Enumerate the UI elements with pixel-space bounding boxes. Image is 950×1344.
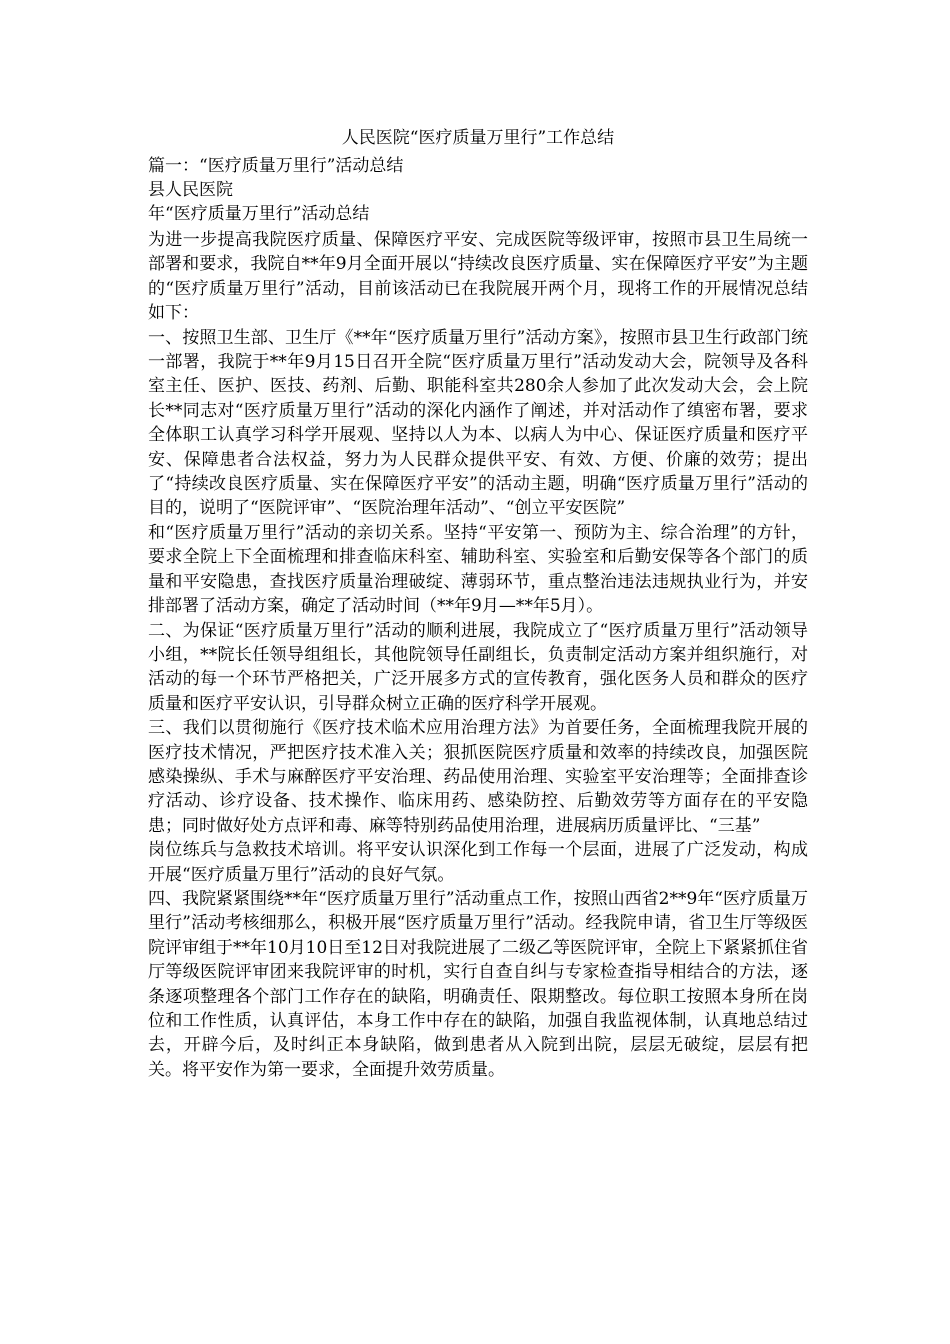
- paragraph-intro: 为进一步提高我院医疗质量、保障医疗平安、完成医院等级评审，按照市县卫生局统一部署和要求，我院自**年9月全面开展以“持续改良医疗质量、实在保障医疗平安”为主题的“医疗质量万里行”活动，目前该活动已在我院展开两个月，现将工作的开展情况总结如下：: [148, 230, 808, 324]
- paragraph-section-2: 二、为保证“医疗质量万里行”活动的顺利进展，我院成立了“医疗质量万里行”活动领导小组，**院长任领导组组长，其他院领导任副组长，负责制定活动方案并组织施行，对活动的每一个环节严格把关，广泛开展多方式的宣传教育，强化医务人员和群众的医疗质量和医疗平安认识，引导群众树立正确的医疗科学开展观。: [148, 620, 808, 714]
- organization-name: 县人民医院: [148, 180, 233, 200]
- paragraph-section-4: 四、我院紧紧围绕**年“医疗质量万里行”活动重点工作，按照山西省2**9年“医疗质量万里行”活动考核细那么，积极开展“医疗质量万里行”活动。经我院申请，省卫生厅等级医院评审组于**年10月10日至12日对我院进展了二级乙等医院评审，全院上下紧紧抓住省厅等级医院评审团来我院评审的时机，实行自查自纠与专家检查指导相结合的方法，逐条逐项整理各个部门工作存在的缺陷，明确责任、限期整改。每位职工按照本身所在岗位和工作性质，认真评估，本身工作中存在的缺陷，加强自我监视体制，认真地总结过去，开辟今后，及时纠正本身缺陷，做到患者从入院到出院，层层无破绽，层层有把关。将平安作为第一要求，全面提升效劳质量。: [148, 888, 808, 1080]
- document-subtitle: 年“医疗质量万里行”活动总结: [148, 204, 370, 224]
- part-heading: 篇一：“医疗质量万里行”活动总结: [148, 156, 404, 176]
- paragraph-section-3-cont: 岗位练兵与急救技术培训。将平安认识深化到工作每一个层面，进展了广泛发动，构成开展“医疗质量万里行”活动的良好气氛。: [148, 840, 808, 885]
- document-body: [148, 228, 808, 1082]
- paragraph-section-1: 一、按照卫生部、卫生厅《**年“医疗质量万里行”活动方案》，按照市县卫生行政部门统一部署，我院于**年9月15日召开全院“医疗质量万里行”活动发动大会，院领导及各科室主任、医护、医技、药剂、后勤、职能科室共280余人参加了此次发动大会，会上院长**同志对“医疗质量万里行”活动的深化内涵作了阐述，并对活动作了缜密布署，要求全体职工认真学习科学开展观、坚持以人为本、以病人为中心、保证医疗质量和医疗平安、保障患者合法权益，努力为人民群众提供平安、有效、方便、价廉的效劳；提出了“持续改良医疗质量、实在保障医疗平安”的活动主题，明确“医疗质量万里行”活动的目的，说明了“医院评审”、“医院治理年活动”、“创立平安医院”: [148, 327, 808, 519]
- document-page: [148, 0, 808, 1344]
- paragraph-section-1-cont: 和“医疗质量万里行”活动的亲切关系。坚持“平安第一、预防为主、综合治理”的方针，要求全院上下全面梳理和排查临床科室、辅助科室、实验室和后勤安保等各个部门的质量和平安隐患，查找医疗质量治理破绽、薄弱环节，重点整治违法违规执业行为，并安排部署了活动方案，确定了活动时间（**年9月—**年5月）。: [148, 522, 808, 617]
- paragraph-section-3: 三、我们以贯彻施行《医疗技术临术应用治理方法》为首要任务，全面梳理我院开展的医疗技术情况，严把医疗技术准入关；狠抓医院医疗质量和效率的持续改良，加强医院感染操纵、手术与麻醉医疗平安治理、药品使用治理、实验室平安治理等；全面排查诊疗活动、诊疗设备、技术操作、临床用药、感染防控、后勤效劳等方面存在的平安隐患；同时做好处方点评和毒、麻等特别药品使用治理，进展病历质量评比、“三基”: [148, 718, 808, 836]
- document-title: 人民医院“医疗质量万里行”工作总结: [341, 128, 615, 148]
